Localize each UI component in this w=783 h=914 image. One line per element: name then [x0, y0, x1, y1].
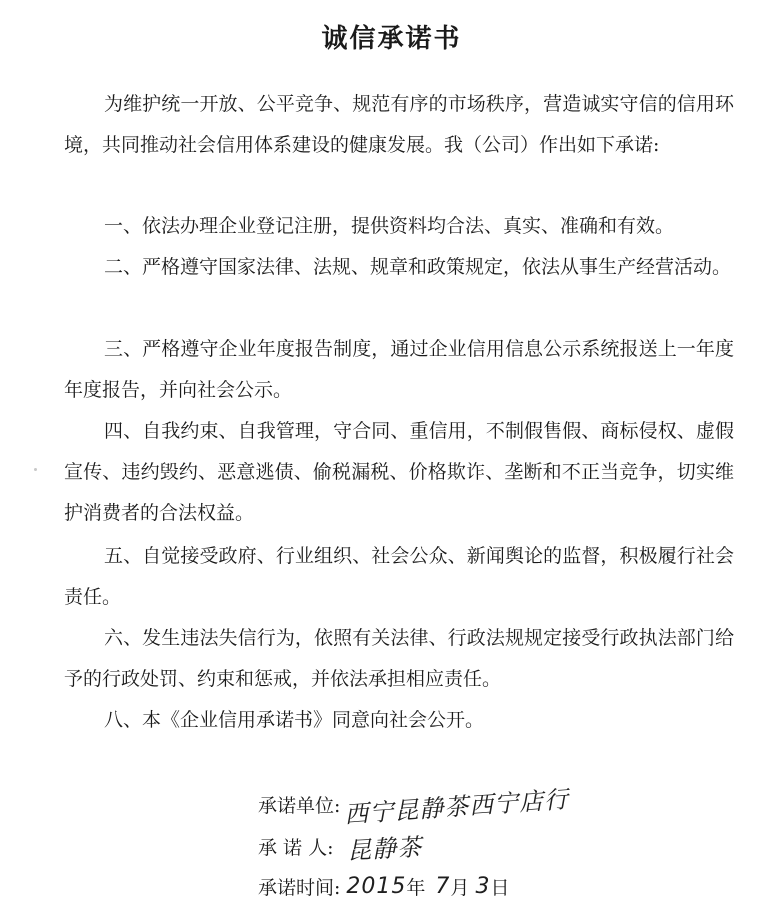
paragraph-intro: 为维护统一开放、公平竞争、规范有序的市场秩序，营造诚实守信的信用环境，共同推动社会信用体系建设的健康发展。我（公司）作出如下承诺: [64, 93, 734, 156]
signature-time-label: 承诺时间: [258, 876, 341, 899]
paragraph-item-4: 四、自我约束、自我管理，守合同、重信用，不制假售假、商标侵权、虚假宣传、违约毁约、恶意逃债、偷税漏税、价格欺诈、垄断和不正当竞争，切实维护消费者的合法权益。 [64, 420, 734, 524]
signature-person-row [258, 826, 422, 866]
date-month-suffix: 月 [450, 876, 470, 899]
paragraph-item-5: 五、自觉接受政府、行业组织、社会公众、新闻舆论的监督，积极履行社会责任。 [64, 545, 734, 608]
signature-unit-row [258, 784, 571, 829]
signature-date-row [258, 866, 509, 906]
paragraph-item-2: 二、严格遵守国家法律、法规、规章和政策规定，依法从事生产经营活动。 [104, 256, 732, 278]
signature-person-label: 承 诺 人: [258, 836, 334, 859]
handwritten-person-signature: 昆静茶 [346, 832, 424, 865]
paragraph-item-8: 八、本《企业信用承诺书》同意向社会公开。 [104, 709, 485, 731]
date-year-suffix: 年 [406, 876, 426, 899]
paragraph-item-1: 一、依法办理企业登记注册，提供资料均合法、真实、准确和有效。 [104, 215, 675, 237]
scan-speck [34, 468, 37, 471]
date-day-suffix: 日 [490, 876, 510, 899]
handwritten-company-signature: 西宁昆静茶西宁店行 [343, 784, 571, 829]
paragraph-item-6: 六、发生违法失信行为，依照有关法律、行政法规规定接受行政执法部门给予的行政处罚、约束和惩戒，并依法承担相应责任。 [64, 627, 734, 690]
paragraph-item-3: 三、严格遵守企业年度报告制度，通过企业信用信息公示系统报送上一年度年度报告，并向社会公示。 [64, 338, 734, 401]
date-year-handwritten: 2015 [346, 873, 407, 899]
signature-unit-label: 承诺单位: [258, 794, 341, 817]
date-month-handwritten: 7 [435, 873, 451, 899]
document-title: 诚信承诺书 [321, 24, 462, 54]
date-day-handwritten: 3 [475, 873, 491, 899]
